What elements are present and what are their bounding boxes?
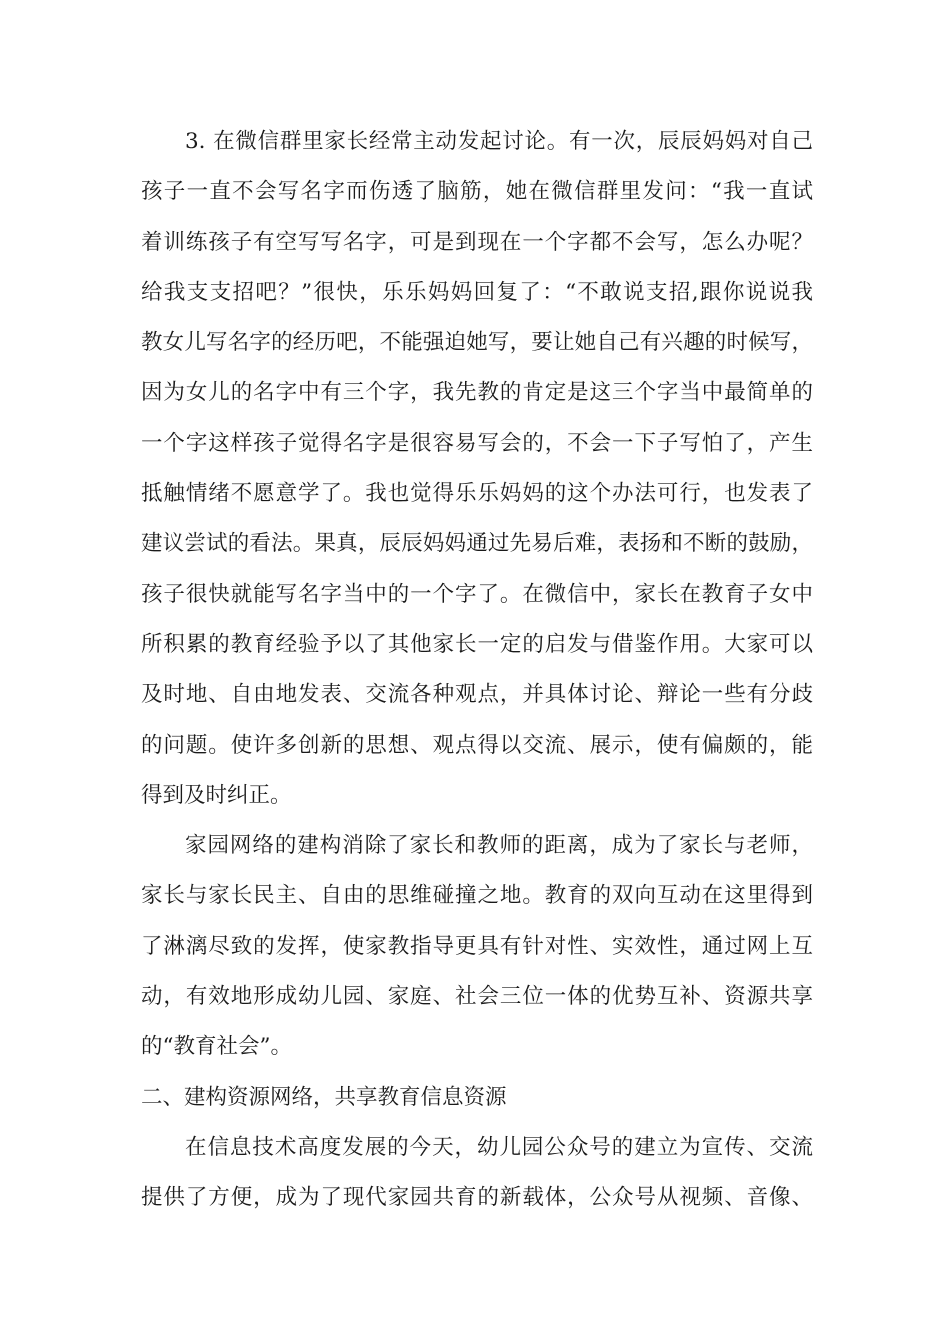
document-page bbox=[141, 117, 813, 1224]
text-line: 教女儿写名字的经历吧，不能强迫她写，要让她自己有兴趣的时候写， bbox=[141, 330, 813, 356]
text-line: 孩子很快就能写名字当中的一个字了。在微信中，家长在教育子女中 bbox=[141, 581, 813, 607]
text-line: 所积累的教育经验予以了其他家长一定的启发与借鉴作用。大家可以 bbox=[141, 631, 813, 657]
text-line: 家长与家长民主、自由的思维碰撞之地。教育的双向互动在这里得到 bbox=[141, 883, 813, 909]
section-heading: 二、建构资源网络，共享教育信息资源 bbox=[141, 1084, 507, 1110]
text-line: 孩子一直不会写名字而伤透了脑筋，她在微信群里发问：“我一直试 bbox=[141, 179, 813, 205]
text-line: 得到及时纠正。 bbox=[141, 782, 292, 808]
text-line: 给我支支招吧？”很快，乐乐妈妈回复了：“不敢说支招,跟你说说我 bbox=[141, 279, 813, 305]
text-line: 的问题。使许多创新的思想、观点得以交流、展示，使有偏颇的，能 bbox=[141, 732, 813, 758]
text-line: 提供了方便，成为了现代家园共育的新载体，公众号从视频、音像、 bbox=[141, 1185, 813, 1211]
text-line: 抵触情绪不愿意学了。我也觉得乐乐妈妈的这个办法可行，也发表了 bbox=[141, 481, 813, 507]
text-line: 了淋漓尽致的发挥，使家教指导更具有针对性、实效性，通过网上互 bbox=[141, 933, 813, 959]
text-line: 建议尝试的看法。果真，辰辰妈妈通过先易后难，表扬和不断的鼓励， bbox=[141, 531, 813, 557]
text-line: 的“教育社会”。 bbox=[141, 1034, 292, 1060]
text-line: 及时地、自由地发表、交流各种观点，并具体讨论、辩论一些有分歧 bbox=[141, 682, 813, 708]
text-line: 一个字这样孩子觉得名字是很容易写会的，不会一下子写怕了，产生 bbox=[141, 430, 813, 456]
text-line: 3. 在微信群里家长经常主动发起讨论。有一次，辰辰妈妈对自己 bbox=[185, 129, 813, 154]
text-line: 因为女儿的名字中有三个字，我先教的肯定是这三个字当中最简单的 bbox=[141, 380, 813, 406]
text-line: 家园网络的建构消除了家长和教师的距离，成为了家长与老师， bbox=[185, 833, 813, 859]
text-line: 在信息技术高度发展的今天，幼儿园公众号的建立为宣传、交流 bbox=[185, 1134, 813, 1160]
text-line: 动，有效地形成幼儿园、家庭、社会三位一体的优势互补、资源共享 bbox=[141, 984, 813, 1010]
text-line: 着训练孩子有空写写名字，可是到现在一个字都不会写，怎么办呢？ bbox=[141, 229, 813, 255]
